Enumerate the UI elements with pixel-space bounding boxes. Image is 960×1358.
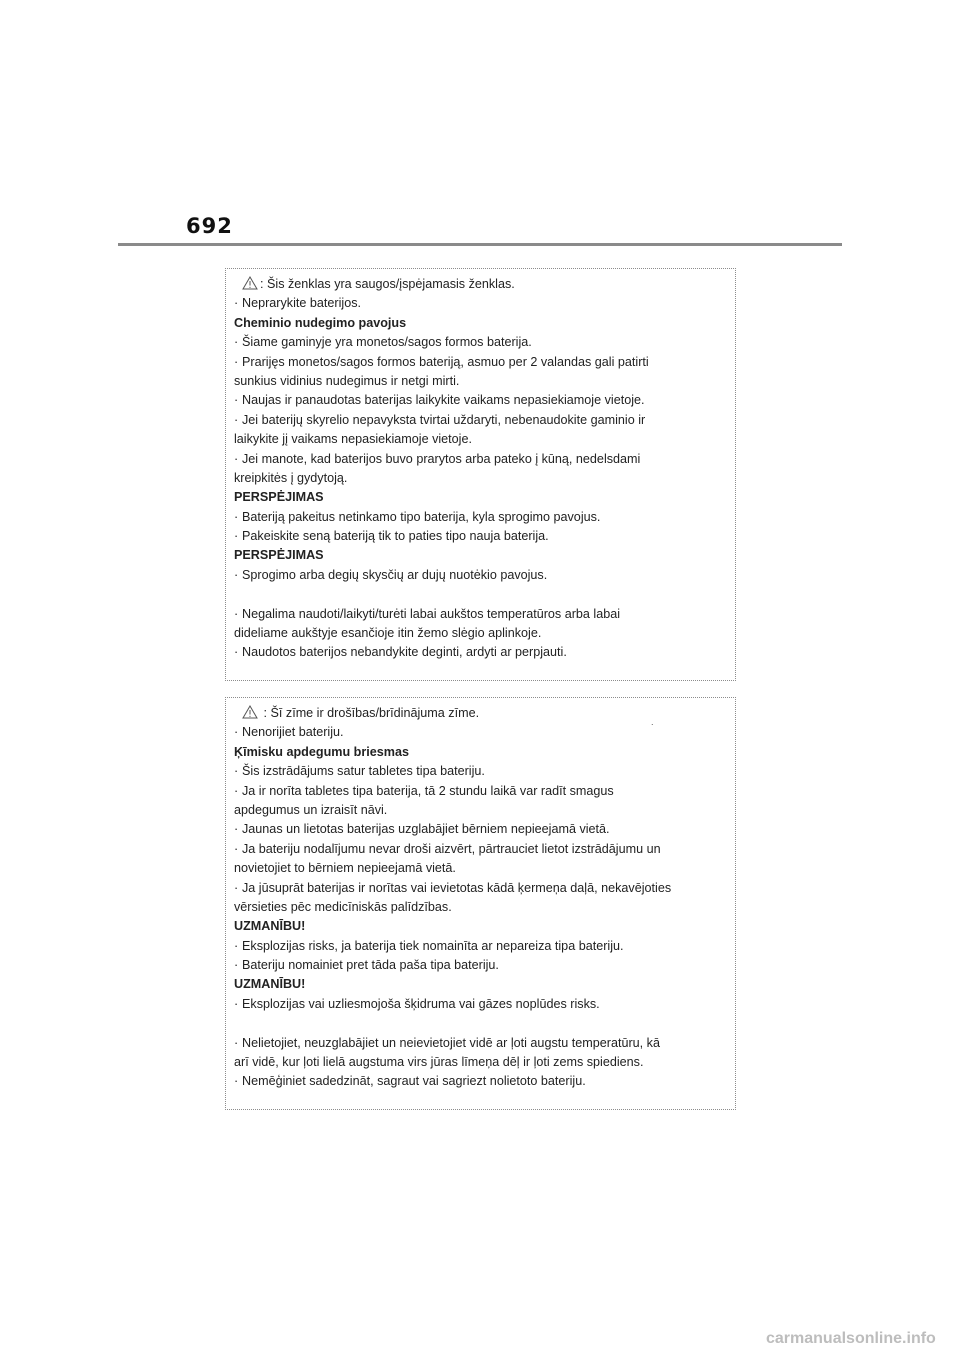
bullet-item (234, 782, 735, 801)
continuation-text: apdegumus un izraisīt nāvi. (234, 802, 388, 817)
warning-triangle-icon (242, 276, 258, 296)
warning-line (234, 275, 735, 294)
bullet-text: Ja jūsuprāt baterijas ir norītas vai ievietotas kādā ķermeņa daļā, nekavējoties (242, 880, 672, 895)
bullet-item (234, 1034, 735, 1053)
section-heading: Cheminio nudegimo pavojus (234, 315, 407, 330)
bullet-dot: · (234, 880, 239, 895)
continuation-text: kreipkitės į gydytoją. (234, 470, 348, 485)
bullet-item (234, 1072, 735, 1091)
bullet-item (234, 566, 735, 585)
bullet-text: Naujas ir panaudotas baterijas laikykite vaikams nepasiekiamoje vietoje. (242, 393, 645, 408)
bullet-text: Sprogimo arba degių skysčių ar dujų nuotėkio pavojus. (242, 567, 548, 582)
bullet-text: Ja bateriju nodalījumu nevar droši aizvērt, pārtrauciet lietot izstrādājumu un (242, 841, 661, 856)
bullet-text: Neprarykite baterijos. (242, 296, 361, 311)
bullet-text: Jei baterijų skyrelio nepavyksta tvirtai uždaryti, nebenaudokite gaminio ir (242, 412, 646, 427)
bullet-dot: · (234, 938, 239, 953)
bullet-text: Pakeiskite seną bateriją tik to paties tipo nauja baterija. (242, 529, 549, 544)
continuation-text: sunkius vidinius nudegimus ir netgi mirti. (234, 373, 460, 388)
footer-watermark: carmanualsonline.info (766, 1330, 936, 1347)
bullet-item (234, 450, 735, 469)
blank-line (234, 1014, 735, 1033)
bullet-item (234, 723, 735, 742)
bullet-item (234, 294, 735, 313)
bullet-text: Šiame gaminyje yra monetos/sagos formos baterija. (242, 335, 532, 350)
bullet-text: Bateriją pakeitus netinkamo tipo baterija, kyla sprogimo pavojus. (242, 509, 601, 524)
bullet-dot: · (234, 1074, 239, 1089)
bullet-dot: · (234, 606, 239, 621)
continuation-text: vērsieties pēc medicīniskās palīdzības. (234, 899, 452, 914)
section-heading: UZMANĪBU! (234, 919, 306, 934)
bullet-item (234, 956, 735, 975)
bullet-text: Bateriju nomainiet pret tāda paša tipa bateriju. (242, 958, 499, 973)
section-heading: PERSPĖJIMAS (234, 490, 324, 505)
bullet-dot: · (234, 725, 239, 740)
bullet-item (234, 508, 735, 527)
warning-line (234, 704, 735, 723)
bullet-text: Jaunas un lietotas baterijas uzglabājiet bērniem nepieejamā vietā. (242, 822, 610, 837)
section-heading: Ķīmisku apdegumu briesmas (234, 744, 409, 759)
latvian-warning-box (225, 697, 736, 1110)
blank-line (234, 585, 735, 604)
bullet-item (234, 643, 735, 662)
bullet-dot: · (234, 354, 239, 369)
page-number: 692 (186, 214, 233, 238)
bullet-item (234, 411, 735, 430)
stray-mark: . (651, 717, 654, 727)
bullet-dot: · (234, 764, 239, 779)
continuation-text: novietojiet to bērniem nepieejamā vietā. (234, 861, 456, 876)
bullet-text: Nemēģiniet sadedzināt, sagraut vai sagriezt nolietoto bateriju. (242, 1074, 586, 1089)
section-heading: PERSPĖJIMAS (234, 548, 324, 563)
warning-symbol-text: : Šī zīme ir drošības/brīdinājuma zīme. (260, 706, 480, 720)
bullet-text: Naudotos baterijos nebandykite deginti, ardyti ar perpjauti. (242, 645, 567, 660)
bullet-dot: · (234, 783, 239, 798)
bullet-dot: · (234, 296, 239, 311)
bullet-item (234, 333, 735, 352)
bullet-text: Prarijęs monetos/sagos formos bateriją, asmuo per 2 valandas gali patirti (242, 354, 649, 369)
bullet-dot: · (234, 567, 239, 582)
bullet-dot: · (234, 996, 239, 1011)
continuation-text: dideliame aukštyje esančioje itin žemo slėgio aplinkoje. (234, 626, 542, 641)
bullet-dot: · (234, 1035, 239, 1050)
bullet-item (234, 995, 735, 1014)
bullet-text: Nelietojiet, neuzglabājiet un neievietojiet vidē ar ļoti augstu temperatūru, kā (242, 1035, 660, 1050)
bullet-text: Nenorijiet bateriju. (242, 725, 344, 740)
section-heading: UZMANĪBU! (234, 977, 306, 992)
bullet-item (234, 391, 735, 410)
bullet-item (234, 762, 735, 781)
bullet-item (234, 605, 735, 624)
continuation-text: laikykite jį vaikams nepasiekiamoje vietoje. (234, 432, 472, 447)
warning-symbol-text: : Šis ženklas yra saugos/įspėjamasis ženklas. (260, 277, 515, 291)
bullet-item (234, 879, 735, 898)
bullet-text: Negalima naudoti/laikyti/turėti labai aukštos temperatūros arba labai (242, 606, 621, 621)
bullet-text: Ja ir norīta tabletes tipa baterija, tā 2 stundu laikā var radīt smagus (242, 783, 614, 798)
bullet-text: Jei manote, kad baterijos buvo prarytos arba pateko į kūną, nedelsdami (242, 451, 641, 466)
header-rule (118, 243, 842, 246)
bullet-dot: · (234, 451, 239, 466)
bullet-text: Šis izstrādājums satur tabletes tipa bateriju. (242, 764, 485, 779)
bullet-dot: · (234, 822, 239, 837)
bullet-dot: · (234, 509, 239, 524)
bullet-text: Eksplozijas vai uzliesmojoša šķidruma vai gāzes noplūdes risks. (242, 996, 600, 1011)
warning-triangle-icon (242, 705, 258, 725)
bullet-dot: · (234, 645, 239, 660)
bullet-item (234, 527, 735, 546)
lithuanian-warning-box (225, 268, 736, 681)
bullet-dot: · (234, 335, 239, 350)
continuation-text: arī vidē, kur ļoti lielā augstuma virs jūras līmeņa dēļ ir ļoti zems spiediens. (234, 1055, 644, 1070)
bullet-item (234, 937, 735, 956)
bullet-dot: · (234, 412, 239, 427)
bullet-item (234, 353, 735, 372)
bullet-dot: · (234, 393, 239, 408)
bullet-dot: · (234, 841, 239, 856)
bullet-item (234, 820, 735, 839)
bullet-dot: · (234, 529, 239, 544)
bullet-dot: · (234, 958, 239, 973)
bullet-text: Eksplozijas risks, ja baterija tiek nomainīta ar nepareiza tipa bateriju. (242, 938, 624, 953)
bullet-item (234, 840, 735, 859)
